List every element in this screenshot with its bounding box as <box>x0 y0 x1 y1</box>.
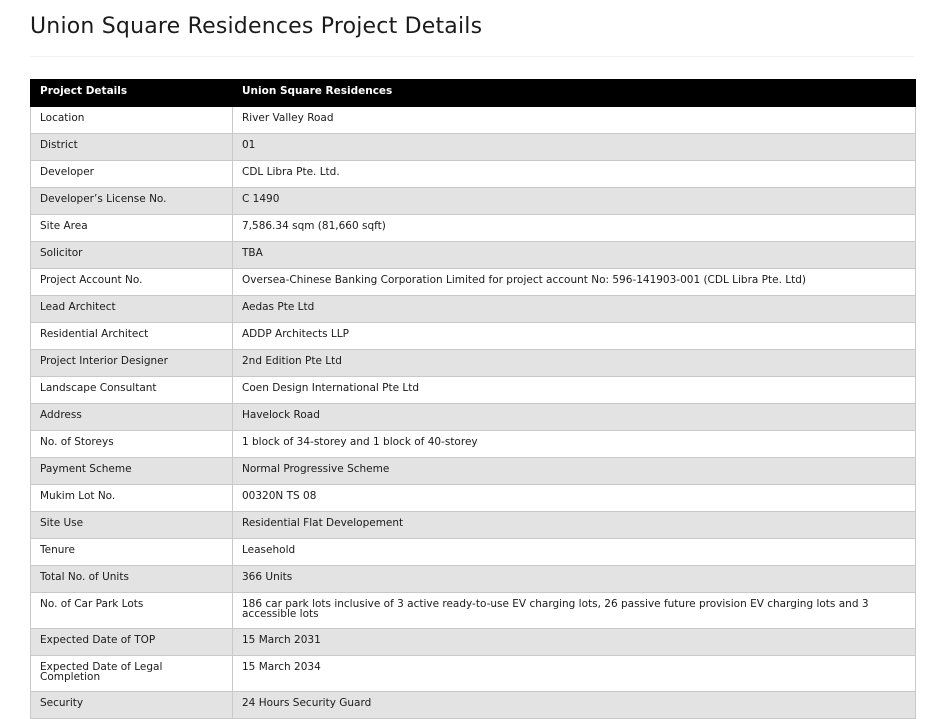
table-row <box>31 512 916 539</box>
row-value: Aedas Pte Ltd <box>233 296 916 323</box>
row-value: 24 Hours Security Guard <box>233 692 916 719</box>
row-value: Residential Flat Developement <box>233 512 916 539</box>
row-value: Havelock Road <box>233 404 916 431</box>
row-label: Total No. of Units <box>31 566 233 593</box>
row-label: Tenure <box>31 539 233 566</box>
row-label: Address <box>31 404 233 431</box>
table-row <box>31 485 916 512</box>
row-label: Developer’s License No. <box>31 188 233 215</box>
row-value: Oversea-Chinese Banking Corporation Limited for project account No: 596-141903-001 (CDL Libra Pte. Ltd) <box>233 269 916 296</box>
table-row <box>31 431 916 458</box>
row-value: 15 March 2031 <box>233 629 916 656</box>
table-row <box>31 134 916 161</box>
table-row <box>31 539 916 566</box>
row-label: Residential Architect <box>31 323 233 350</box>
row-label: Expected Date of TOP <box>31 629 233 656</box>
row-value: River Valley Road <box>233 107 916 134</box>
page-title: Union Square Residences Project Details <box>30 14 483 39</box>
row-value: Coen Design International Pte Ltd <box>233 377 916 404</box>
table-row <box>31 458 916 485</box>
row-value: Normal Progressive Scheme <box>233 458 916 485</box>
table-row <box>31 629 916 656</box>
table-row <box>31 692 916 719</box>
row-value: 00320N TS 08 <box>233 485 916 512</box>
row-label: Landscape Consultant <box>31 377 233 404</box>
column-header-value: Union Square Residences <box>233 80 916 107</box>
table-row <box>31 215 916 242</box>
row-label: Project Account No. <box>31 269 233 296</box>
table-row <box>31 323 916 350</box>
row-label: Security <box>31 692 233 719</box>
row-label: Mukim Lot No. <box>31 485 233 512</box>
title-divider <box>30 56 914 57</box>
project-details-table <box>30 79 916 719</box>
row-value: Leasehold <box>233 539 916 566</box>
table-row <box>31 350 916 377</box>
row-label: Project Interior Designer <box>31 350 233 377</box>
row-label: No. of Storeys <box>31 431 233 458</box>
table-row <box>31 188 916 215</box>
column-header-label: Project Details <box>31 80 233 107</box>
row-value: 1 block of 34-storey and 1 block of 40-storey <box>233 431 916 458</box>
row-value: ADDP Architects LLP <box>233 323 916 350</box>
table-row <box>31 296 916 323</box>
row-value: 7,586.34 sqm (81,660 sqft) <box>233 215 916 242</box>
row-label: No. of Car Park Lots <box>31 593 233 629</box>
row-value: 2nd Edition Pte Ltd <box>233 350 916 377</box>
row-value: 15 March 2034 <box>233 656 916 692</box>
row-value: TBA <box>233 242 916 269</box>
row-label: District <box>31 134 233 161</box>
row-value: CDL Libra Pte. Ltd. <box>233 161 916 188</box>
row-label: Developer <box>31 161 233 188</box>
row-label: Site Use <box>31 512 233 539</box>
table-row <box>31 269 916 296</box>
row-label: Solicitor <box>31 242 233 269</box>
row-value: 366 Units <box>233 566 916 593</box>
row-label: Payment Scheme <box>31 458 233 485</box>
table-row <box>31 656 916 692</box>
row-label: Location <box>31 107 233 134</box>
table-row <box>31 404 916 431</box>
row-label: Site Area <box>31 215 233 242</box>
row-label: Lead Architect <box>31 296 233 323</box>
row-value: C 1490 <box>233 188 916 215</box>
table-row <box>31 242 916 269</box>
table-row <box>31 377 916 404</box>
row-label: Expected Date of Legal Completion <box>31 656 233 692</box>
row-value: 01 <box>233 134 916 161</box>
table-header-row <box>31 80 916 107</box>
row-value: 186 car park lots inclusive of 3 active ready-to-use EV charging lots, 26 passive future provision EV charging lots and 3 accessible lots <box>233 593 916 629</box>
table-row <box>31 593 916 629</box>
table-row <box>31 161 916 188</box>
table-row <box>31 566 916 593</box>
table-row <box>31 107 916 134</box>
